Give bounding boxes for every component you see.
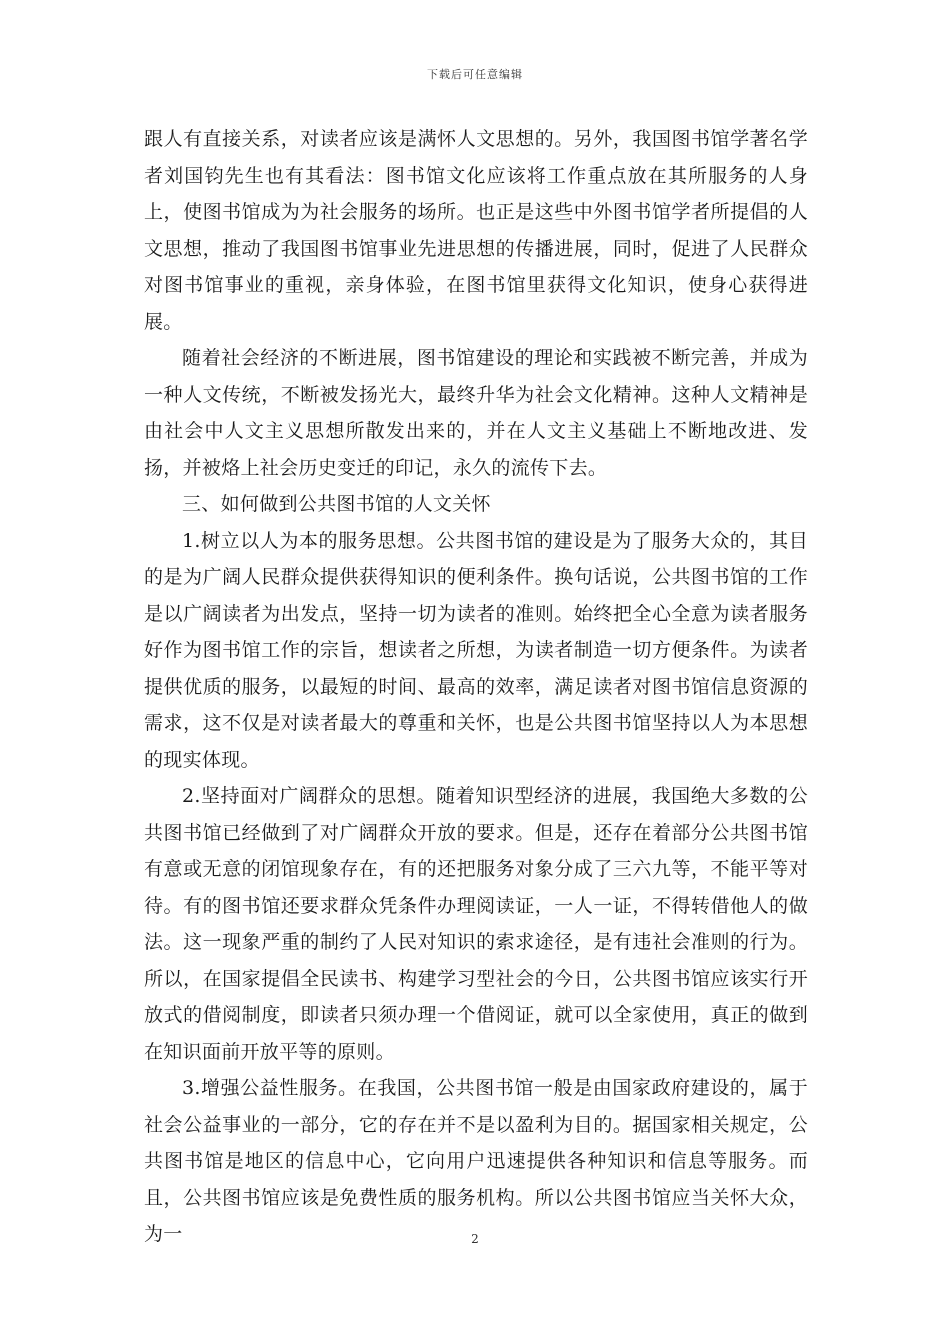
paragraph-continued: 跟人有直接关系，对读者应该是满怀人文思想的。另外，我国图书馆学著名学者刘国钧先生也有其看法：图书馆文化应该将工作重点放在其所服务的人身上，使图书馆成为为社会服务的场所。也正是这些中外图书馆学者所提倡的人文思想，推动了我国图书馆事业先进思想的传播进展，同时，促进了人民群众对图书馆事业的重视，亲身体验，在图书馆里获得文化知识，使身心获得进展。 xyxy=(144,128,808,333)
page-header: 下载后可任意编辑 xyxy=(427,68,523,81)
document-body xyxy=(144,121,808,1253)
paragraph: 随着社会经济的不断进展，图书馆建设的理论和实践被不断完善，并成为一种人文传统，不断被发扬光大，最终升华为社会文化精神。这种人文精神是由社会中人文主义思想所散发出来的，并在人文主义基础上不断地改进、发扬，并被烙上社会历史变迁的印记，永久的流传下去。 xyxy=(144,347,808,479)
paragraph: 1.树立以人为本的服务思想。公共图书馆的建设是为了服务大众的，其目的是为广阔人民群众提供获得知识的便利条件。换句话说，公共图书馆的工作是以广阔读者为出发点，坚持一切为读者的准则。始终把全心全意为读者服务好作为图书馆工作的宗旨，想读者之所想，为读者制造一切方便条件。为读者提供优质的服务，以最短的时间、最高的效率，满足读者对图书馆信息资源的需求，这不仅是对读者最大的尊重和关怀，也是公共图书馆坚持以人为本思想的现实体现。 xyxy=(144,529,808,771)
page-number: 2 xyxy=(471,1232,479,1246)
paragraph: 3.增强公益性服务。在我国，公共图书馆一般是由国家政府建设的，属于社会公益事业的一部分，它的存在并不是以盈利为目的。据国家相关规定，公共图书馆是地区的信息中心，它向用户迅速提供各种知识和信息等服务。而且，公共图书馆应该是免费性质的服务机构。所以公共图书馆应当关怀大众，为一 xyxy=(144,1077,808,1245)
paragraph: 2.坚持面对广阔群众的思想。随着知识型经济的进展，我国绝大多数的公共图书馆已经做到了对广阔群众开放的要求。但是，还存在着部分公共图书馆有意或无意的闭馆现象存在，有的还把服务对象分成了三六九等，不能平等对待。有的图书馆还要求群众凭条件办理阅读证，一人一证，不得转借他人的做法。这一现象严重的制约了人民对知识的索求途径，是有违社会准则的行为。所以，在国家提倡全民读书、构建学习型社会的今日，公共图书馆应该实行开放式的借阅制度，即读者只须办理一个借阅证，就可以全家使用，真正的做到在知识面前开放平等的原则。 xyxy=(144,785,808,1063)
section-heading: 三、如何做到公共图书馆的人文关怀 xyxy=(182,493,491,515)
